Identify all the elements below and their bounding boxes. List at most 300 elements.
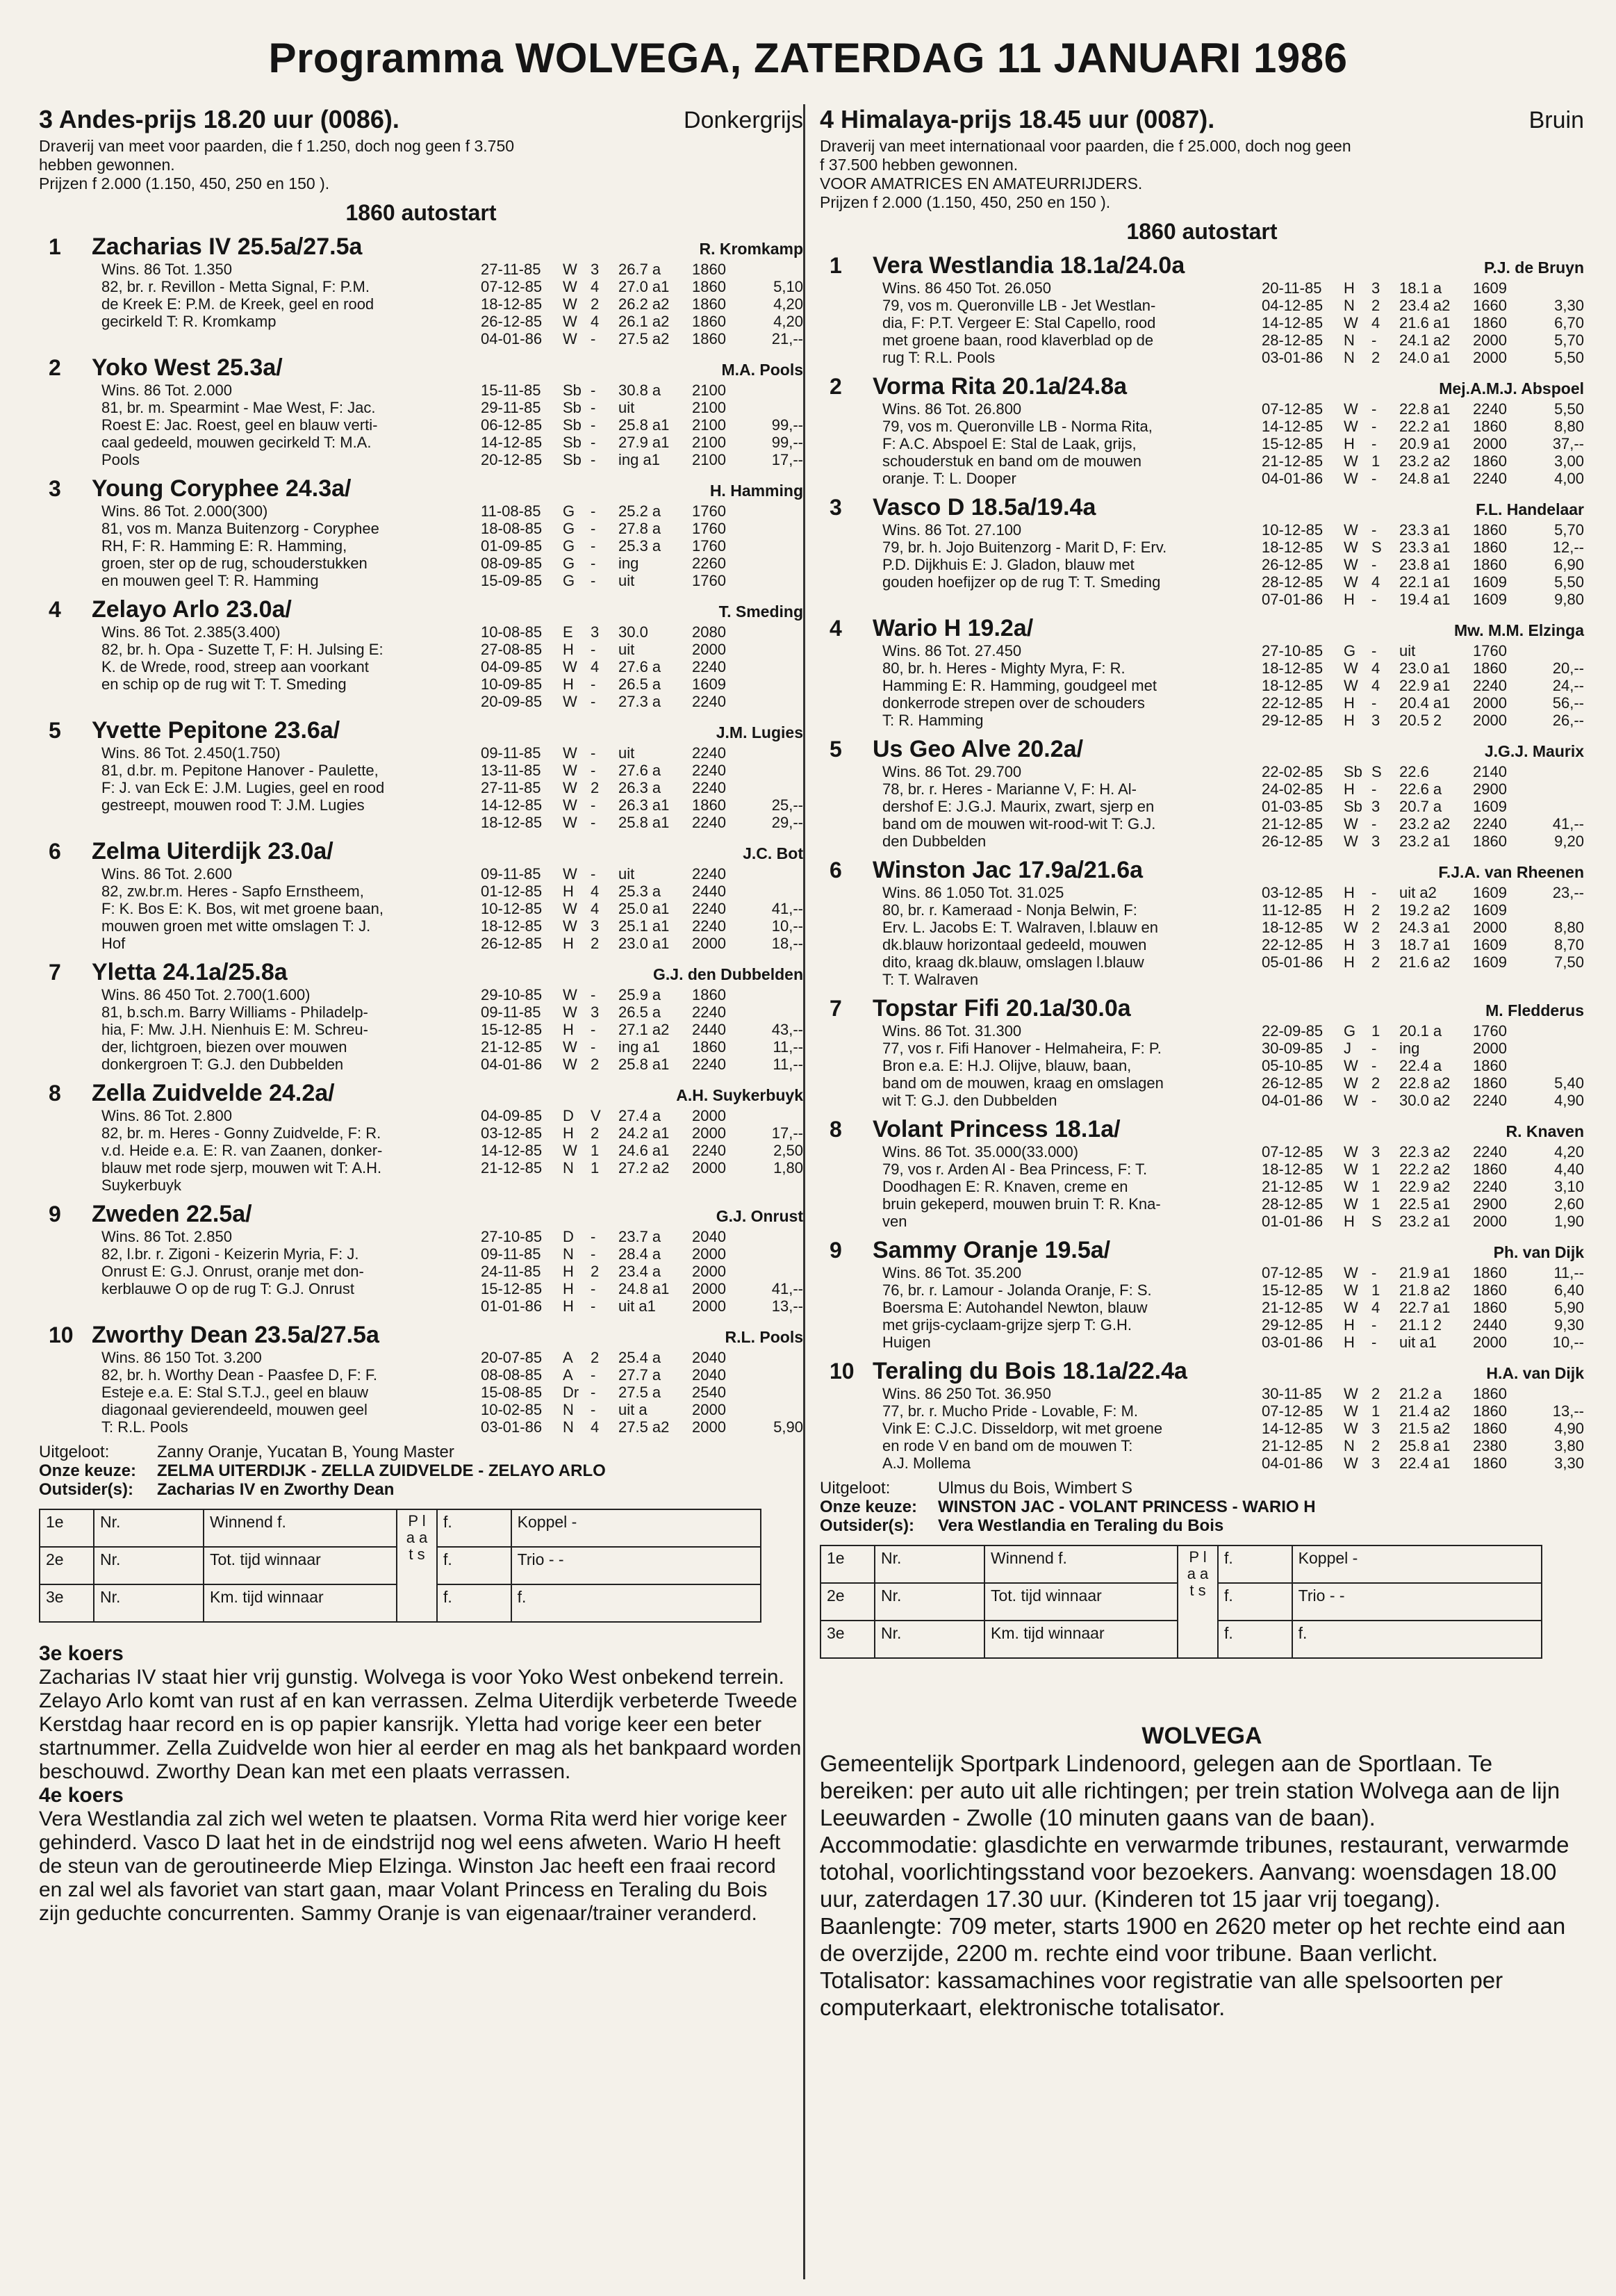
form-distance: 1860 — [692, 986, 726, 1003]
horse-number: 1 — [830, 253, 842, 278]
race-picks — [39, 1443, 803, 1499]
form-place: 1 — [1371, 1402, 1380, 1420]
form-distance: 1760 — [1473, 642, 1507, 659]
form-distance: 1860 — [1473, 1264, 1507, 1281]
description-line: Wins. 86 1.050 Tot. 31.025 — [882, 884, 1064, 901]
form-row — [481, 865, 803, 883]
description-line: oranje. T: L. Dooper — [882, 470, 1016, 487]
horse-details — [101, 986, 803, 1073]
form-distance: 2240 — [692, 779, 726, 796]
form-time: 22.2 a1 — [1399, 418, 1451, 435]
form-place: 3 — [1371, 798, 1380, 815]
form-odds: 5,50 — [1554, 349, 1584, 366]
form-date: 27-10-85 — [481, 1228, 543, 1245]
form-date: 10-12-85 — [1262, 521, 1324, 539]
form-distance: 2000 — [1473, 712, 1507, 729]
horse-description — [101, 623, 472, 710]
description-line: band om de mouwen, kraag en omslagen — [882, 1074, 1164, 1092]
result-row — [40, 1509, 761, 1547]
form-row — [481, 935, 803, 952]
form-place: - — [591, 814, 596, 831]
form-odds — [1528, 1022, 1584, 1040]
form-place: - — [591, 1366, 596, 1384]
description-line: v.d. Heide e.a. E: R. van Zaanen, donker- — [101, 1142, 383, 1159]
form-row — [481, 1003, 803, 1021]
description-line: Boersma E: Autohandel Newton, blauw — [882, 1299, 1148, 1316]
horse-name: Sammy Oranje 19.5a/ — [873, 1237, 1111, 1263]
form-date: 18-08-85 — [481, 520, 543, 537]
form-distance: 1860 — [692, 278, 726, 295]
horse-details — [101, 502, 803, 589]
horse-name: Volant Princess 18.1a/ — [873, 1116, 1121, 1142]
form-odds — [748, 641, 803, 658]
form-odds: 25,-- — [771, 796, 803, 814]
form-place: - — [591, 520, 596, 537]
form-time: 27.5 a2 — [618, 1418, 670, 1436]
description-line: Wins. 86 Tot. 29.700 — [882, 763, 1022, 780]
form-odds: 41,-- — [771, 900, 803, 917]
form-row — [481, 1366, 803, 1384]
form-track: W — [1344, 1143, 1358, 1161]
form-place: - — [1371, 1264, 1377, 1281]
horse-name: Wario H 19.2a/ — [873, 615, 1034, 641]
form-time: 25.2 a — [618, 502, 661, 520]
form-distance: 2900 — [1473, 1195, 1507, 1213]
description-line: Wins. 86 Tot. 35.200 — [882, 1264, 1022, 1281]
form-odds — [748, 555, 803, 572]
form-track: W — [563, 744, 577, 762]
form-time: 21.8 a2 — [1399, 1281, 1451, 1299]
form-place: - — [591, 502, 596, 520]
form-odds — [1528, 279, 1584, 297]
form-place: 1 — [1371, 1022, 1380, 1040]
form-row — [481, 641, 803, 658]
form-track: W — [563, 900, 577, 917]
form-time: 27.5 a — [618, 1384, 661, 1401]
form-odds: 26,-- — [1552, 712, 1584, 729]
form-odds — [1528, 901, 1584, 919]
form-time: uit — [618, 399, 635, 416]
form-distance: 1860 — [1473, 1402, 1507, 1420]
form-date: 08-09-85 — [481, 555, 543, 572]
form-odds: 11,-- — [773, 1038, 803, 1056]
form-distance: 2000 — [692, 1159, 726, 1176]
form-distance: 1860 — [1473, 1057, 1507, 1074]
horse-trainer: F.L. Handelaar — [1476, 500, 1584, 518]
form-time: 26.2 a2 — [618, 295, 670, 313]
form-time: 24.8 a1 — [618, 1280, 670, 1297]
form-track: H — [563, 883, 574, 900]
form-place: - — [591, 1245, 596, 1263]
form-distance: 1760 — [692, 502, 726, 520]
form-date: 15-12-85 — [481, 1021, 543, 1038]
form-row — [481, 434, 803, 451]
form-row — [1262, 435, 1584, 452]
description-line: Wins. 86 Tot. 2.000 — [101, 382, 232, 399]
form-distance: 1860 — [1473, 1385, 1507, 1402]
horse-description — [101, 865, 472, 952]
form-date: 06-12-85 — [481, 416, 543, 434]
form-time: 24.2 a1 — [618, 1124, 670, 1142]
form-track: W — [563, 330, 577, 347]
form-date: 14-12-85 — [481, 796, 543, 814]
form-table — [1262, 1264, 1584, 1351]
form-date: 09-11-85 — [481, 1003, 541, 1021]
form-track: N — [563, 1401, 574, 1418]
form-odds: 8,70 — [1554, 936, 1584, 953]
keuze-line — [820, 1498, 1584, 1516]
form-table — [1262, 1143, 1584, 1230]
form-row — [1262, 1264, 1584, 1281]
form-date: 27-10-85 — [1262, 642, 1324, 659]
form-odds — [748, 762, 803, 779]
description-line: schouderstuk en band om de mouwen — [882, 452, 1142, 470]
form-distance: 2000 — [692, 1245, 726, 1263]
form-place: 4 — [1371, 1299, 1380, 1316]
form-track: H — [1344, 901, 1355, 919]
form-time: 27.6 a — [618, 762, 661, 779]
horse-number: 2 — [49, 355, 61, 380]
form-odds: 1,90 — [1554, 1213, 1584, 1230]
horse-description — [882, 1143, 1253, 1230]
horse-header — [820, 252, 1584, 279]
form-place: - — [1371, 1040, 1377, 1057]
description-line: den Dubbelden — [882, 833, 987, 850]
form-row — [481, 693, 803, 710]
description-line: der, lichtgroen, biezen over mouwen — [101, 1038, 347, 1056]
form-date: 20-12-85 — [481, 451, 543, 468]
form-place: 1 — [1371, 1178, 1380, 1195]
description-line: 76, br. r. Lamour - Jolanda Oranje, F: S. — [882, 1281, 1152, 1299]
form-time: 30.0 a2 — [1399, 1092, 1451, 1109]
form-date: 29-12-85 — [1262, 1316, 1324, 1334]
race-name: 4 Himalaya-prijs 18.45 uur (0087). — [820, 105, 1215, 133]
form-date: 27-11-85 — [481, 779, 541, 796]
form-track: H — [563, 641, 574, 658]
form-place: 2 — [1371, 349, 1380, 366]
horse-name: Teraling du Bois 18.1a/22.4a — [873, 1358, 1187, 1384]
form-row — [1262, 279, 1584, 297]
form-table — [1262, 884, 1584, 988]
outsiders-label: Outsider(s): — [820, 1516, 915, 1535]
form-distance: 1609 — [1473, 901, 1507, 919]
horse-name: Zacharias IV 25.5a/27.5a — [92, 233, 363, 260]
form-date: 10-09-85 — [481, 675, 543, 693]
form-time: 23.3 a1 — [1399, 521, 1451, 539]
result-amount: f. — [1218, 1621, 1292, 1658]
form-place: - — [591, 744, 596, 762]
track-info-paragraph: Baanlengte: 709 meter, starts 1900 en 2620 meter op het rechte eind aan de overzijde, 2200 m. rechte eind voor tribune. Baan verlicht. — [820, 1913, 1566, 1966]
horse-details — [882, 279, 1584, 366]
form-odds: 17,-- — [771, 451, 803, 468]
form-time: 26.3 a — [618, 779, 661, 796]
form-place: - — [1371, 642, 1377, 659]
form-time: 18.1 a — [1399, 279, 1442, 297]
form-row — [481, 675, 803, 693]
form-place: 2 — [1371, 1437, 1380, 1454]
form-time: 25.8 a1 — [618, 814, 670, 831]
form-place: 2 — [591, 1263, 600, 1280]
form-track: W — [1344, 556, 1358, 573]
horse-entry — [820, 1237, 1584, 1351]
form-track: H — [563, 1021, 574, 1038]
description-line: F: A.C. Abspoel E: Stal de Laak, grijs, — [882, 435, 1137, 452]
form-row — [481, 1159, 803, 1176]
form-row — [481, 917, 803, 935]
result-amount: f. — [437, 1509, 511, 1547]
form-table — [481, 1349, 803, 1436]
form-track: N — [563, 1159, 574, 1176]
form-track: W — [1344, 1385, 1358, 1402]
track-info — [820, 1723, 1584, 2021]
form-odds: 43,-- — [771, 1021, 803, 1038]
form-place: - — [591, 796, 596, 814]
form-row — [1262, 1385, 1584, 1402]
form-time: 21.5 a2 — [1399, 1420, 1451, 1437]
form-date: 26-12-85 — [1262, 556, 1324, 573]
form-row — [481, 416, 803, 434]
form-row — [1262, 1195, 1584, 1213]
form-row — [481, 623, 803, 641]
form-time: 27.1 a2 — [618, 1021, 670, 1038]
column-divider — [803, 104, 805, 2279]
form-distance: 1860 — [1473, 659, 1507, 677]
form-place: - — [1371, 591, 1377, 608]
form-odds: 5,90 — [773, 1418, 803, 1436]
result-label: Tot. tijd winnaar — [204, 1547, 397, 1584]
form-odds — [748, 502, 803, 520]
form-time: 30.8 a — [618, 382, 661, 399]
result-nr: Nr. — [875, 1621, 984, 1658]
result-nr: Nr. — [94, 1509, 204, 1547]
form-date: 14-12-85 — [481, 434, 543, 451]
horse-description — [101, 1228, 472, 1315]
result-nr: Nr. — [94, 1547, 204, 1584]
form-distance: 1860 — [692, 313, 726, 330]
form-distance: 2240 — [692, 917, 726, 935]
horse-name: Vasco D 18.5a/19.4a — [873, 494, 1096, 520]
form-date: 03-12-85 — [481, 1124, 543, 1142]
form-distance: 2000 — [1473, 349, 1507, 366]
form-odds — [748, 382, 803, 399]
form-odds — [1528, 1057, 1584, 1074]
form-time: 21.1 2 — [1399, 1316, 1442, 1334]
form-track: W — [563, 796, 577, 814]
form-date: 07-12-85 — [1262, 1143, 1324, 1161]
horse-header — [820, 373, 1584, 400]
form-date: 18-12-85 — [481, 295, 543, 313]
form-distance: 2240 — [1473, 1092, 1507, 1109]
result-amount: f. — [437, 1547, 511, 1584]
form-odds: 9,80 — [1554, 591, 1584, 608]
form-place: 2 — [591, 1056, 600, 1073]
form-place: - — [591, 675, 596, 693]
form-date: 07-12-85 — [1262, 1264, 1324, 1281]
description-line: groen, ster op de rug, schouderstukken — [101, 555, 368, 572]
horse-number: 2 — [830, 374, 842, 399]
form-time: 21.4 a2 — [1399, 1402, 1451, 1420]
form-date: 15-11-85 — [481, 382, 541, 399]
form-track: N — [563, 1245, 574, 1263]
form-row — [1262, 1178, 1584, 1195]
horse-entry — [39, 354, 803, 468]
form-time: 25.8 a1 — [1399, 1437, 1451, 1454]
form-odds — [1528, 780, 1584, 798]
form-place: - — [1371, 331, 1377, 349]
form-distance: 2000 — [692, 1401, 726, 1418]
form-date: 21-12-85 — [1262, 1178, 1324, 1195]
form-date: 10-02-85 — [481, 1401, 543, 1418]
form-row — [481, 1384, 803, 1401]
form-time: uit — [618, 744, 635, 762]
form-date: 04-12-85 — [1262, 297, 1324, 314]
form-place: - — [1371, 400, 1377, 418]
horse-description — [882, 279, 1253, 366]
horse-trainer: H. Hamming — [709, 482, 803, 500]
form-table — [1262, 1385, 1584, 1472]
horse-details — [101, 744, 803, 831]
form-time: uit — [1399, 642, 1416, 659]
form-time: 20.9 a1 — [1399, 435, 1451, 452]
form-date: 27-08-85 — [481, 641, 543, 658]
race-color: Bruin — [1528, 107, 1584, 133]
form-row — [1262, 919, 1584, 936]
horse-details — [101, 623, 803, 710]
form-time: 23.7 a — [618, 1228, 661, 1245]
keuze-value: WINSTON JAC - VOLANT PRINCESS - WARIO H — [938, 1498, 1316, 1516]
form-distance: 1860 — [1473, 539, 1507, 556]
description-line: 77, br. r. Mucho Pride - Lovable, F: M. — [882, 1402, 1139, 1420]
form-date: 14-12-85 — [1262, 314, 1324, 331]
form-time: 27.4 a — [618, 1107, 661, 1124]
horse-header — [820, 736, 1584, 763]
form-row — [1262, 470, 1584, 487]
form-place: 4 — [1371, 314, 1380, 331]
form-place: - — [591, 1384, 596, 1401]
form-date: 11-12-85 — [1262, 901, 1322, 919]
race-header — [820, 104, 1584, 136]
form-distance: 1609 — [1473, 953, 1507, 971]
form-row — [1262, 1437, 1584, 1454]
form-time: 26.1 a2 — [618, 313, 670, 330]
form-time: uit a1 — [618, 1297, 656, 1315]
form-track: Sb — [1344, 763, 1362, 780]
form-time: 20.4 a1 — [1399, 694, 1451, 712]
form-track: W — [1344, 1420, 1358, 1437]
race-commentary — [39, 1642, 803, 1784]
form-odds — [748, 1366, 803, 1384]
form-distance: 2000 — [692, 1263, 726, 1280]
form-time: 27.3 a — [618, 693, 661, 710]
form-date: 15-12-85 — [1262, 435, 1324, 452]
form-track: W — [563, 278, 577, 295]
form-odds — [748, 865, 803, 883]
horse-description — [101, 1349, 472, 1436]
description-line: Esteje e.a. E: Stal S.T.J., geel en blauw — [101, 1384, 368, 1401]
description-line: Wins. 86 Tot. 2.385(3.400) — [101, 623, 281, 641]
description-line: hia, F: Mw. J.H. Nienhuis E: M. Schreu- — [101, 1021, 368, 1038]
form-distance: 2100 — [692, 399, 726, 416]
form-date: 11-08-85 — [481, 502, 541, 520]
horse-trainer: G.J. Onrust — [716, 1207, 803, 1225]
result-table — [820, 1545, 1542, 1659]
form-place: 4 — [591, 900, 600, 917]
form-row — [1262, 694, 1584, 712]
form-row — [1262, 642, 1584, 659]
horse-details — [101, 865, 803, 952]
description-line: bruin gekeperd, mouwen bruin T: R. Kna- — [882, 1195, 1161, 1213]
form-distance: 1660 — [1473, 297, 1507, 314]
form-place: 4 — [591, 278, 600, 295]
form-track: W — [563, 779, 577, 796]
form-track: H — [1344, 780, 1355, 798]
form-track: W — [1344, 314, 1358, 331]
form-track: W — [1344, 521, 1358, 539]
form-date: 21-12-85 — [1262, 1299, 1324, 1316]
form-date: 18-12-85 — [1262, 659, 1324, 677]
form-track: W — [1344, 1264, 1358, 1281]
form-place: 2 — [591, 1124, 600, 1142]
trio-cell: Trio - - — [1292, 1583, 1542, 1621]
form-place: 4 — [591, 883, 600, 900]
form-odds: 29,-- — [771, 814, 803, 831]
form-date: 18-12-85 — [1262, 539, 1324, 556]
form-track: J — [1344, 1040, 1351, 1057]
form-track: H — [1344, 884, 1355, 901]
description-line: 82, br. h. Worthy Dean - Paasfee D, F: F. — [101, 1366, 377, 1384]
form-odds — [748, 675, 803, 693]
horse-entry — [820, 1116, 1584, 1230]
form-odds: 10,-- — [771, 917, 803, 935]
description-line: met grijs-cyclaam-grijze sjerp T: G.H. — [882, 1316, 1132, 1334]
form-odds — [748, 744, 803, 762]
form-time: 25.8 a1 — [618, 1056, 670, 1073]
form-distance: 1760 — [692, 572, 726, 589]
form-row — [481, 1263, 803, 1280]
description-line: Vink E: C.J.C. Disseldorp, wit met groene — [882, 1420, 1163, 1437]
form-date: 21-12-85 — [1262, 815, 1324, 833]
form-date: 04-01-86 — [1262, 1092, 1324, 1109]
form-distance: 2260 — [692, 555, 726, 572]
form-time: 27.5 a2 — [618, 330, 670, 347]
form-odds: 37,-- — [1552, 435, 1584, 452]
form-distance: 2240 — [1473, 400, 1507, 418]
description-line: Wins. 86 Tot. 1.350 — [101, 261, 232, 278]
form-place: 4 — [1371, 677, 1380, 694]
form-row — [1262, 1092, 1584, 1109]
form-distance: 2240 — [1473, 1178, 1507, 1195]
form-date: 10-12-85 — [481, 900, 543, 917]
form-date: 26-12-85 — [1262, 833, 1324, 850]
form-place: 2 — [1371, 297, 1380, 314]
uitgeloot-value: Ulmus du Bois, Wimbert S — [938, 1479, 1133, 1498]
horse-number: 10 — [49, 1322, 74, 1347]
form-track: Dr — [563, 1384, 579, 1401]
form-time: 25.3 a — [618, 537, 661, 555]
form-odds: 20,-- — [1552, 659, 1584, 677]
koppel-cell: Koppel - — [1292, 1545, 1542, 1583]
race-conditions — [820, 137, 1584, 212]
description-line: de Kreek E: P.M. de Kreek, geel en rood — [101, 295, 374, 313]
form-row — [1262, 1334, 1584, 1351]
form-track: H — [563, 1297, 574, 1315]
form-distance: 2000 — [1473, 1040, 1507, 1057]
form-odds: 5,10 — [773, 278, 803, 295]
form-track: H — [1344, 953, 1355, 971]
form-place: - — [591, 382, 596, 399]
form-track: N — [563, 1418, 574, 1436]
form-place: S — [1371, 539, 1382, 556]
